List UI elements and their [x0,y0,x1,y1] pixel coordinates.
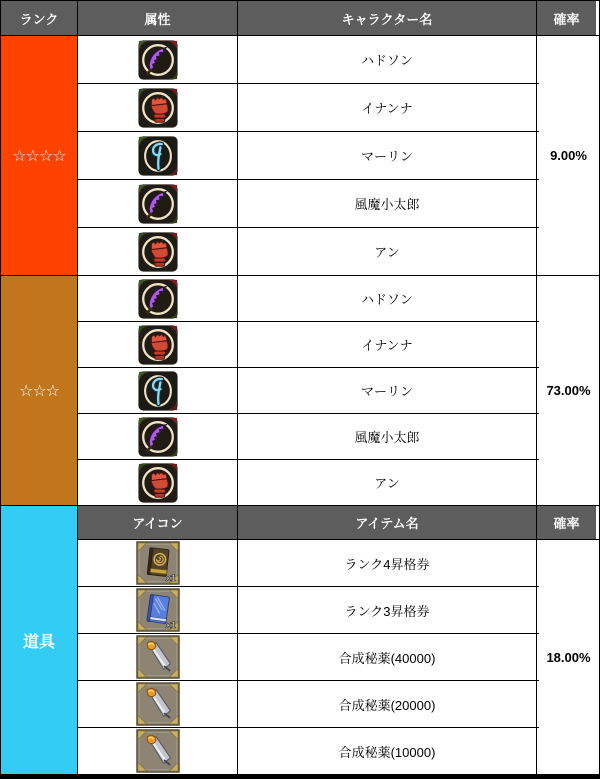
rate-value-items: 18.00% [539,540,598,774]
potion-icon [136,729,180,773]
subheader-icon: アイコン [78,506,238,539]
rank3-ticket-icon [136,588,180,632]
fist-icon [137,324,179,366]
fist-icon [137,462,179,504]
table-row [78,368,539,414]
potion-icon [136,682,180,726]
table-row [78,132,539,180]
character-name: マーリン [238,368,537,413]
character-rows [78,276,539,505]
character-name: アン [238,460,537,505]
character-name: 風魔小太郎 [238,180,537,227]
table-row [78,634,539,681]
table-row [78,587,539,634]
dagger-icon [137,39,179,81]
dagger-icon [137,278,179,320]
header-rank: ランク [1,1,78,35]
table-row [78,276,539,322]
staff-icon [137,135,179,177]
dagger-icon [137,183,179,225]
table-row [78,540,539,587]
item-name: ランク3昇格券 [238,587,537,633]
character-name: ハドソン [238,36,537,83]
table-row [78,728,539,774]
rank-cell-3star: ☆☆☆ [1,276,78,505]
table-header-row [1,1,599,36]
potion-icon [136,635,180,679]
rate-value-4star: 9.00% [539,36,598,275]
table-row [78,84,539,132]
section-4star [1,36,599,276]
item-name: 合成秘薬(10000) [238,728,537,774]
header-character-name: キャラクター名 [238,1,537,35]
table-row [78,36,539,84]
rank-cell-items: 道具 [1,506,78,774]
fist-icon [137,231,179,273]
item-subheader-row [78,506,599,540]
item-name: 合成秘薬(40000) [238,634,537,680]
section-items [1,506,599,775]
table-row [78,460,539,505]
item-name: 合成秘薬(20000) [238,681,537,727]
table-row [78,228,539,275]
rate-value-3star: 73.00% [539,276,598,505]
item-name: ランク4昇格券 [238,540,537,586]
subheader-item-name: アイテム名 [238,506,537,539]
character-name: 風魔小太郎 [238,414,537,459]
table-row [78,681,539,728]
staff-icon [137,370,179,412]
rank-cell-4star: ☆☆☆☆ [1,36,78,275]
table-row [78,414,539,460]
item-rows [78,540,539,774]
character-name: ハドソン [238,276,537,321]
table-row [78,322,539,368]
subheader-rate: 確率 [537,506,596,539]
header-attribute: 属性 [78,1,238,35]
character-name: マーリン [238,132,537,179]
fist-icon [137,87,179,129]
dagger-icon [137,416,179,458]
section-3star [1,276,599,506]
rank4-ticket-icon [136,541,180,585]
character-name: アン [238,228,537,275]
table-row [78,180,539,228]
header-rate: 確率 [537,1,596,35]
character-name: イナンナ [238,322,537,367]
character-name: イナンナ [238,84,537,131]
character-rows [78,36,539,275]
